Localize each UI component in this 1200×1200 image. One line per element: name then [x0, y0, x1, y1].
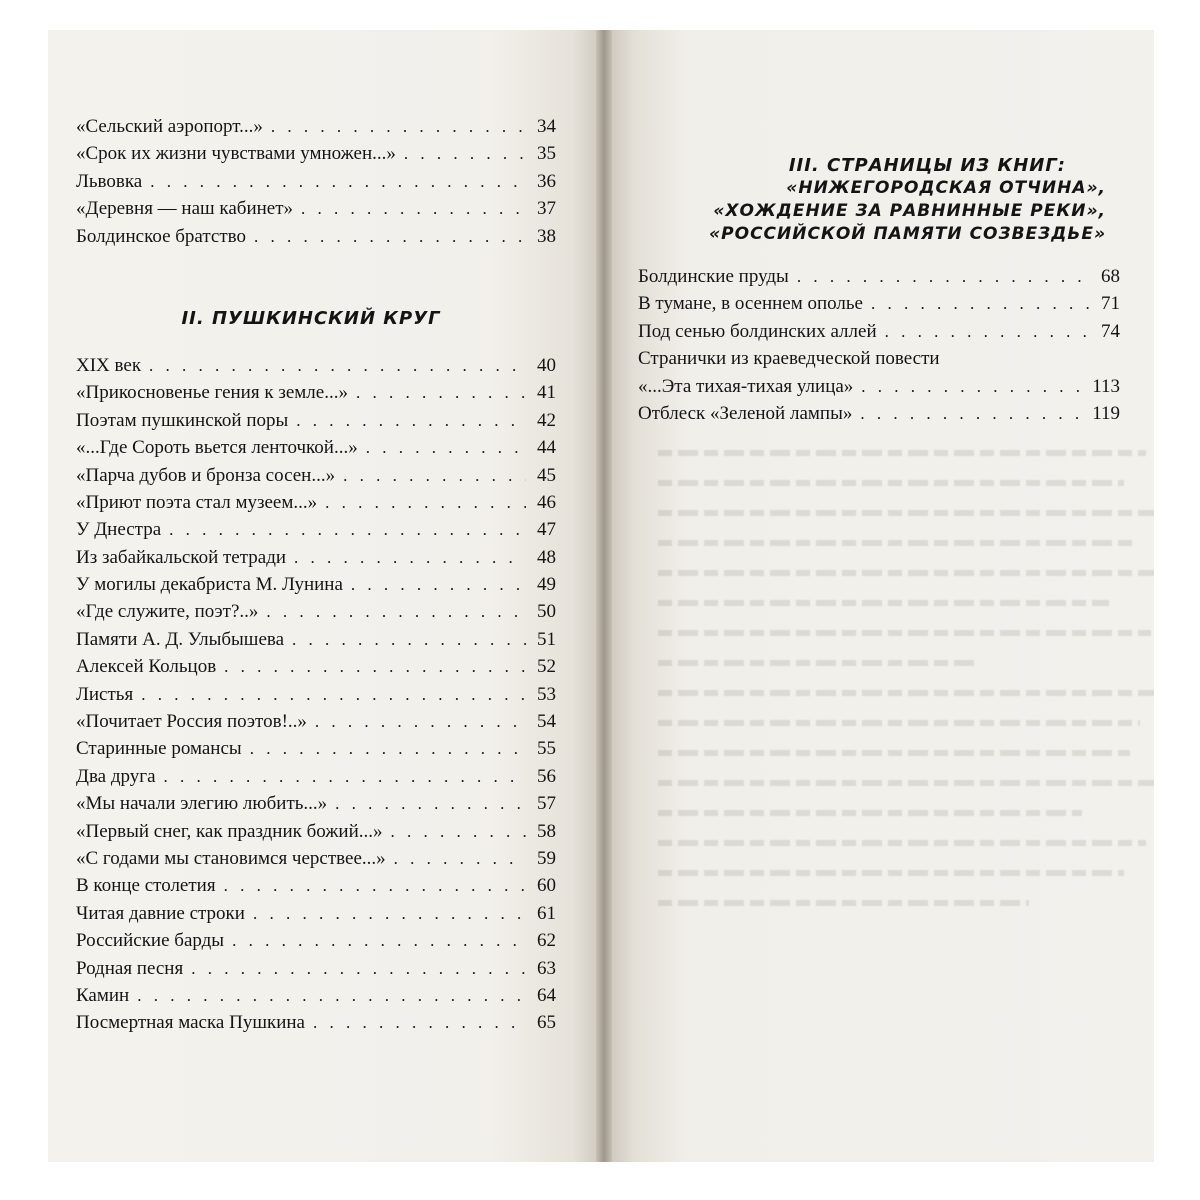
toc-leader-dots: [860, 404, 1088, 424]
toc-entry-title: Поэтам пушкинской поры: [76, 409, 289, 431]
toc-entry-title: «Где служите, поэт?..»: [76, 601, 259, 623]
toc-entry: [76, 574, 556, 601]
toc-entry: [76, 766, 556, 793]
toc-entry-page: 46: [537, 491, 556, 513]
toc-entry-page: 38: [537, 225, 556, 247]
section-heading-book-pages: [638, 154, 1120, 246]
toc-entry-page: 36: [537, 170, 556, 192]
toc-leader-dots: [313, 1013, 526, 1033]
toc-entry-title: «Первый снег, как праздник божий...»: [76, 820, 383, 842]
toc-entry-title: Камин: [76, 984, 130, 1006]
toc-entry-page: 63: [537, 957, 556, 979]
toc-entry: [76, 738, 556, 765]
toc-leader-dots: [301, 199, 526, 219]
toc-entry-title: Болдинское братство: [76, 225, 246, 247]
toc-entry-title: Читая давние строки: [76, 902, 245, 924]
toc-leader-dots: [141, 685, 526, 705]
toc-entry-page: 61: [537, 902, 556, 924]
toc-entry: [638, 321, 1120, 348]
left-toc: [76, 116, 556, 1040]
toc-entry-title: Два друга: [76, 765, 156, 787]
toc-leader-dots: [271, 117, 526, 137]
toc-entry-page: 49: [537, 574, 556, 596]
toc-entry-title: Отблеск «Зеленой лампы»: [638, 402, 853, 424]
toc-entry-page: 56: [537, 765, 556, 787]
toc-entry-page: 54: [537, 711, 556, 733]
toc-entry: [76, 684, 556, 711]
toc-leader-dots: [224, 876, 526, 896]
toc-leader-dots: [224, 657, 526, 677]
toc-entry-page: 74: [1101, 320, 1120, 342]
toc-entry: [76, 519, 556, 546]
toc-entry-page: 34: [537, 116, 556, 137]
section-heading-line: «ХОЖДЕНИЕ ЗА РАВНИННЫЕ РЕКИ»,: [713, 201, 1106, 221]
toc-entry: [638, 376, 1120, 403]
toc-entry-title: Старинные романсы: [76, 738, 242, 760]
toc-entry: [76, 410, 556, 437]
toc-entry: [76, 198, 556, 225]
toc-leader-dots: [253, 904, 526, 924]
toc-leader-dots: [343, 466, 526, 486]
toc-entry-title: В тумане, в осеннем ополье: [638, 293, 863, 315]
toc-entry-page: 64: [537, 984, 556, 1006]
toc-entry-title: Российские барды: [76, 930, 225, 952]
section-heading-line: «РОССИЙСКОЙ ПАМЯТИ СОЗВЕЗДЬЕ»: [709, 224, 1106, 244]
toc-entry: [76, 143, 556, 170]
toc-leader-dots: [296, 411, 526, 431]
toc-leader-dots: [871, 294, 1090, 314]
toc-entry: [76, 437, 556, 464]
toc-entry-page: 45: [537, 464, 556, 486]
toc-entry-page: 37: [537, 198, 556, 220]
toc-entry-title: «Парча дубов и бронза сосен...»: [76, 464, 336, 486]
toc-entry-page: 35: [537, 143, 556, 165]
toc-entry-page: 48: [537, 546, 556, 568]
toc-entry: [76, 930, 556, 957]
toc-leader-dots: [356, 383, 526, 403]
toc-leader-dots: [137, 986, 526, 1006]
toc-leader-dots: [254, 227, 526, 247]
toc-leader-dots: [394, 849, 526, 869]
toc-entry-title: В конце столетия: [76, 875, 216, 897]
toc-leader-dots: [292, 630, 526, 650]
toc-leader-dots: [250, 739, 526, 759]
toc-entry: [76, 985, 556, 1012]
toc-entry: [76, 1012, 556, 1039]
toc-leader-dots: [149, 356, 526, 376]
toc-entry-page: 58: [537, 820, 556, 842]
toc-group-section-2: [76, 355, 556, 1040]
toc-entry: [76, 903, 556, 930]
toc-leader-dots: [164, 767, 526, 787]
toc-leader-dots: [169, 520, 526, 540]
toc-entry-title: «Прикосновенье гения к земле...»: [76, 382, 348, 404]
toc-entry: [76, 821, 556, 848]
toc-entry-title: «Сельский аэропорт...»: [76, 116, 263, 137]
toc-entry: [638, 266, 1120, 293]
toc-entry-title: Алексей Кольцов: [76, 656, 217, 678]
toc-entry-title: Посмертная маска Пушкина: [76, 1012, 305, 1034]
toc-entry: [76, 226, 556, 253]
toc-entry: [76, 629, 556, 656]
toc-entry: [76, 656, 556, 683]
toc-entry-title: XIX век: [76, 354, 142, 376]
toc-entry-page: 71: [1101, 293, 1120, 315]
toc-leader-dots: [797, 267, 1090, 287]
toc-entry-page: 113: [1092, 375, 1120, 397]
toc-entry-title-line: Странички из краеведческой повести: [638, 348, 940, 370]
toc-entry-title: Болдинские пруды: [638, 266, 789, 287]
toc-entry-page: 53: [537, 683, 556, 705]
toc-leader-dots: [366, 438, 526, 458]
toc-entry-page: 59: [537, 847, 556, 869]
toc-entry-title: Родная песня: [76, 957, 184, 979]
toc-entry: [76, 382, 556, 409]
section-heading-line: «НИЖЕГОРОДСКАЯ ОТЧИНА»,: [786, 178, 1106, 198]
book-gutter: [596, 30, 612, 1162]
toc-leader-dots: [294, 548, 526, 568]
toc-leader-dots: [266, 602, 526, 622]
toc-entry-page: 57: [537, 793, 556, 815]
toc-entry-title: Памяти А. Д. Улыбышева: [76, 628, 285, 650]
section-heading-pushkin-circle: II. ПУШКИНСКИЙ КРУГ: [181, 307, 441, 329]
toc-entry-title: Из забайкальской тетради: [76, 546, 287, 568]
toc-entry: [76, 116, 556, 143]
toc-entry-page: 55: [537, 738, 556, 760]
toc-entry: [76, 848, 556, 875]
toc-entry: [76, 875, 556, 902]
toc-leader-dots: [404, 144, 526, 164]
section-heading-line: III. СТРАНИЦЫ ИЗ КНИГ:: [788, 155, 1066, 176]
toc-entry-page: 47: [537, 519, 556, 541]
toc-entry-title: «...Эта тихая-тихая улица»: [638, 375, 854, 397]
toc-leader-dots: [885, 322, 1090, 342]
toc-entry-title: У Днестра: [76, 519, 162, 541]
toc-entry-title: «Деревня — наш кабинет»: [76, 198, 294, 220]
toc-entry-page: 40: [537, 354, 556, 376]
toc-entry-page: 60: [537, 875, 556, 897]
toc-entry-title: «Приют поэта стал музеем...»: [76, 491, 318, 513]
toc-leader-dots: [191, 959, 526, 979]
toc-entry: [76, 711, 556, 738]
toc-entry: [76, 547, 556, 574]
toc-leader-dots: [335, 794, 526, 814]
toc-entry: [76, 601, 556, 628]
toc-leader-dots: [861, 377, 1088, 397]
toc-entry-title: «Срок их жизни чувствами умножен...»: [76, 143, 396, 165]
toc-entry-title: У могилы декабриста М. Лунина: [76, 574, 343, 596]
toc-group-top: [76, 116, 556, 253]
toc-leader-dots: [391, 822, 526, 842]
toc-entry: [638, 293, 1120, 320]
toc-entry: [76, 465, 556, 492]
toc-entry-page: 42: [537, 409, 556, 431]
toc-entry-page: 50: [537, 601, 556, 623]
toc-group-section-3: [638, 266, 1120, 430]
toc-entry-page: 41: [537, 382, 556, 404]
toc-entry: [76, 793, 556, 820]
toc-entry-page: 68: [1101, 266, 1120, 287]
toc-entry-title: Под сенью болдинских аллей: [638, 320, 877, 342]
toc-entry: [76, 958, 556, 985]
book-spread: [48, 30, 1154, 1162]
toc-entry-title: «Почитает Россия поэтов!..»: [76, 711, 307, 733]
toc-entry-title: «Мы начали элегию любить...»: [76, 793, 328, 815]
toc-leader-dots: [315, 712, 526, 732]
toc-entry-page: 52: [537, 656, 556, 678]
right-toc: [638, 116, 1120, 430]
toc-entry-page: 65: [537, 1012, 556, 1034]
toc-entry-page: 62: [537, 930, 556, 952]
toc-entry-page: 51: [537, 628, 556, 650]
toc-entry: [76, 171, 556, 198]
toc-entry-title: Листья: [76, 683, 134, 705]
toc-entry: [76, 355, 556, 382]
toc-entry-title: Львовка: [76, 170, 143, 192]
toc-entry: [76, 492, 556, 519]
toc-entry-page: 44: [537, 437, 556, 459]
toc-leader-dots: [325, 493, 526, 513]
toc-entry-title: «С годами мы становимся черствее...»: [76, 847, 386, 869]
toc-entry-page: 119: [1092, 402, 1120, 424]
toc-leader-dots: [232, 931, 526, 951]
toc-leader-dots: [351, 575, 526, 595]
toc-leader-dots: [150, 172, 526, 192]
toc-entry: [638, 403, 1120, 430]
toc-entry-title: «...Где Сороть вьется ленточкой...»: [76, 437, 358, 459]
